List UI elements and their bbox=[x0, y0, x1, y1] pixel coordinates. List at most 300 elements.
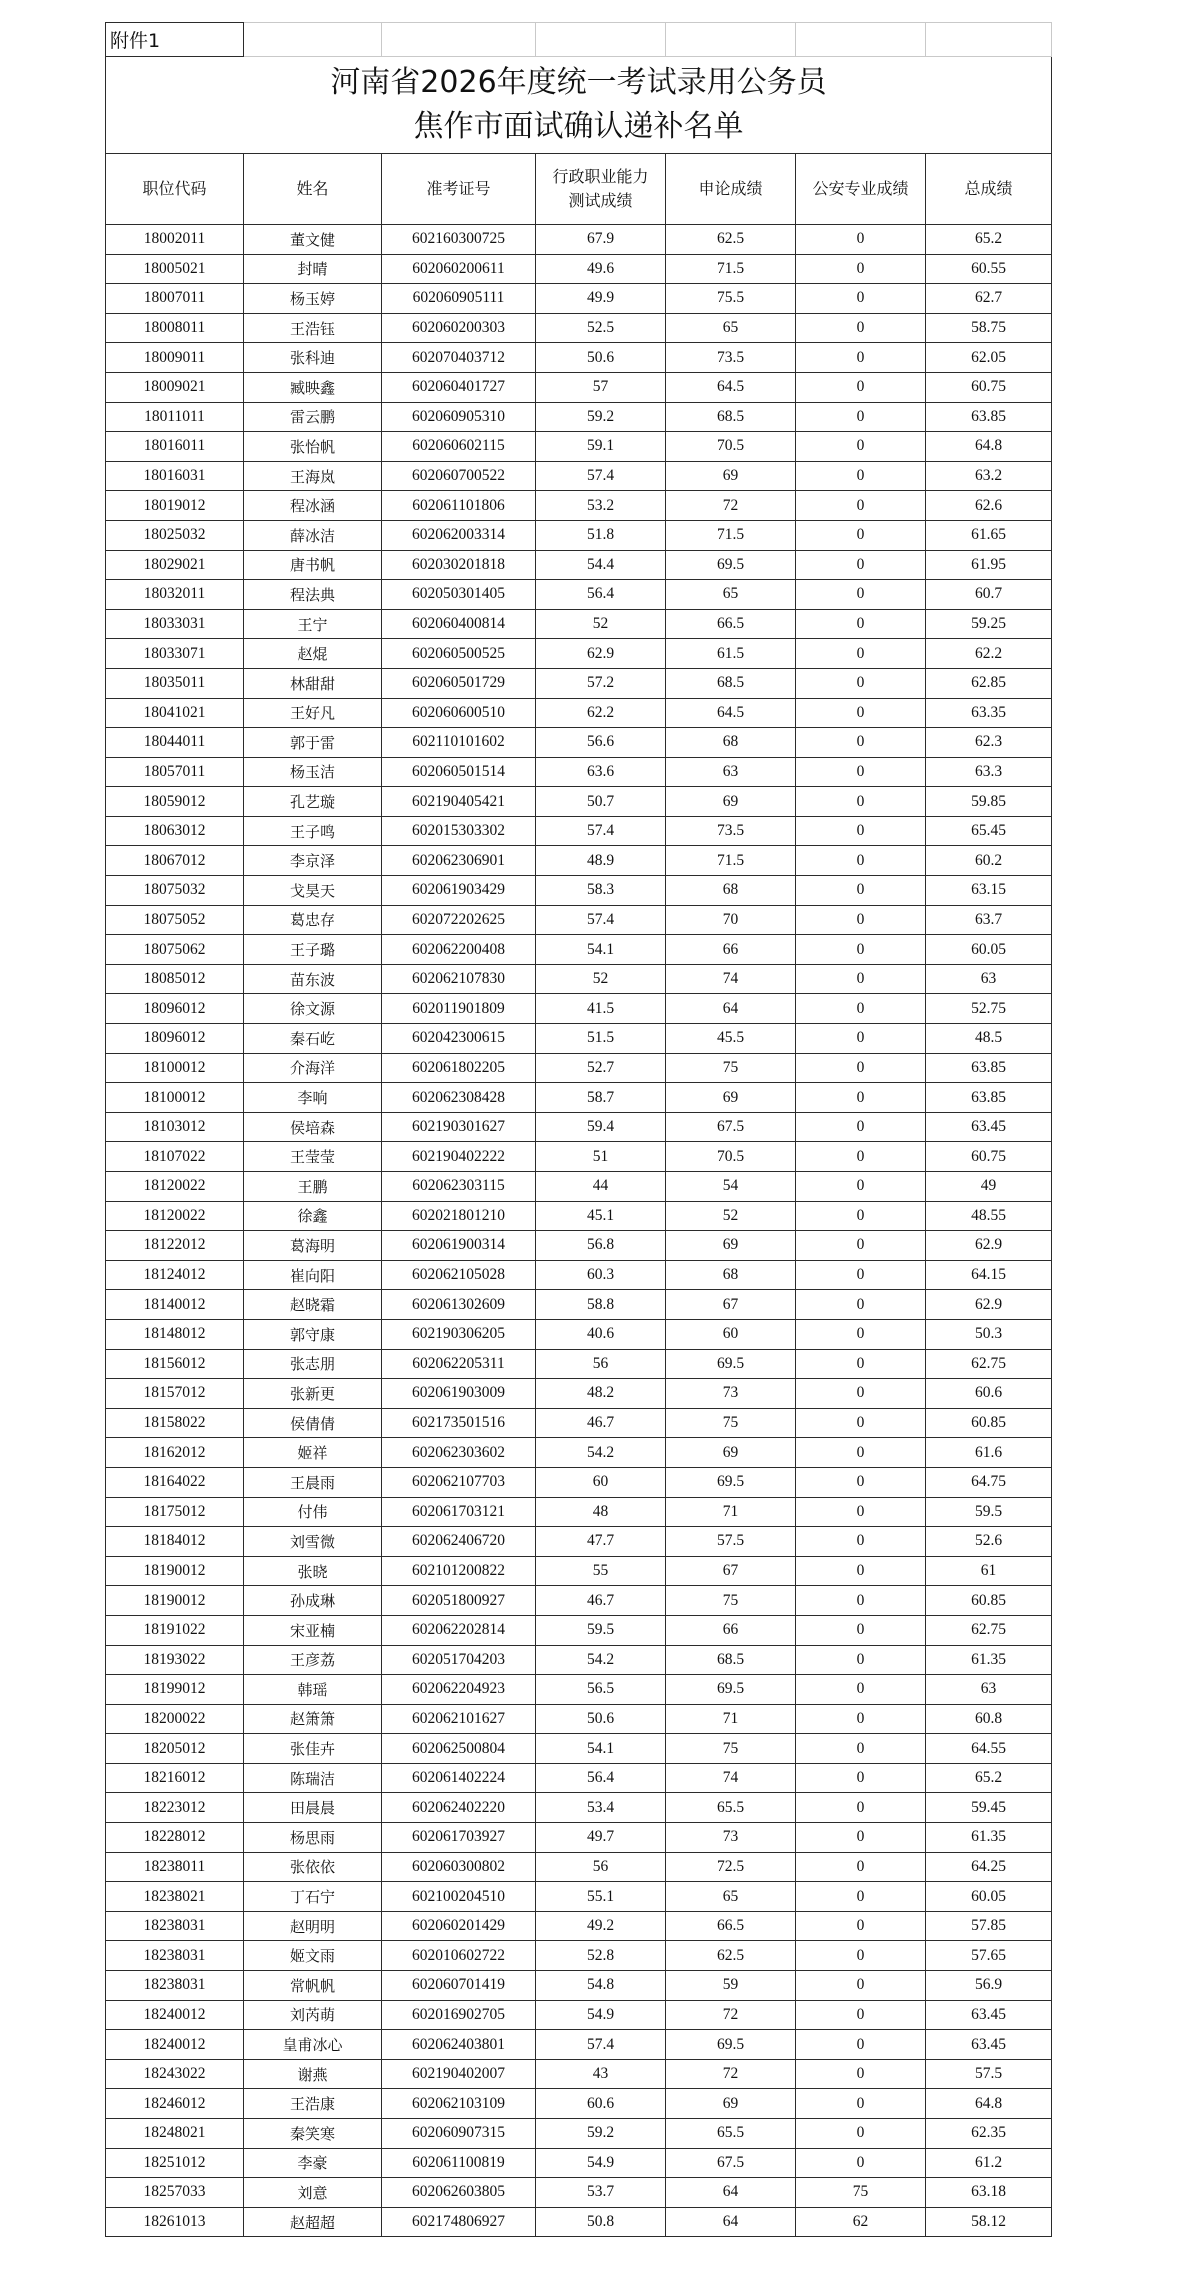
cell-position-code: 18085012 bbox=[106, 964, 244, 994]
table-row bbox=[106, 550, 1052, 580]
cell-position-code: 18157012 bbox=[106, 1379, 244, 1409]
cell-name: 王彦荔 bbox=[244, 1645, 382, 1675]
cell-aptitude-score: 57.2 bbox=[536, 668, 666, 698]
cell-name: 赵明明 bbox=[244, 1911, 382, 1941]
cell-police-score: 0 bbox=[796, 935, 926, 965]
cell-aptitude-score: 54.4 bbox=[536, 550, 666, 580]
empty-cell bbox=[382, 23, 536, 57]
cell-total-score: 63.35 bbox=[926, 698, 1052, 728]
cell-essay-score: 65 bbox=[666, 1882, 796, 1912]
cell-ticket-number: 602061100819 bbox=[382, 2148, 536, 2178]
cell-total-score: 65.2 bbox=[926, 1763, 1052, 1793]
cell-position-code: 18240012 bbox=[106, 2030, 244, 2060]
table-row bbox=[106, 1823, 1052, 1853]
table-row bbox=[106, 1882, 1052, 1912]
cell-total-score: 60.55 bbox=[926, 254, 1052, 284]
cell-position-code: 18063012 bbox=[106, 816, 244, 846]
cell-essay-score: 52 bbox=[666, 1201, 796, 1231]
cell-police-score: 0 bbox=[796, 1971, 926, 2001]
cell-total-score: 59.45 bbox=[926, 1793, 1052, 1823]
table-row bbox=[106, 1349, 1052, 1379]
cell-police-score: 0 bbox=[796, 787, 926, 817]
cell-aptitude-score: 54.1 bbox=[536, 935, 666, 965]
table-row bbox=[106, 2207, 1052, 2237]
cell-essay-score: 64.5 bbox=[666, 698, 796, 728]
header-essay-score: 申论成绩 bbox=[666, 154, 796, 225]
cell-aptitude-score: 43 bbox=[536, 2059, 666, 2089]
cell-name: 封晴 bbox=[244, 254, 382, 284]
cell-total-score: 62.05 bbox=[926, 343, 1052, 373]
cell-aptitude-score: 60.6 bbox=[536, 2089, 666, 2119]
cell-police-score: 0 bbox=[796, 1290, 926, 1320]
cell-police-score: 0 bbox=[796, 2089, 926, 2119]
cell-aptitude-score: 52.8 bbox=[536, 1941, 666, 1971]
cell-aptitude-score: 67.9 bbox=[536, 225, 666, 255]
cell-aptitude-score: 57 bbox=[536, 372, 666, 402]
cell-total-score: 57.65 bbox=[926, 1941, 1052, 1971]
cell-essay-score: 45.5 bbox=[666, 1024, 796, 1054]
table-row bbox=[106, 2089, 1052, 2119]
cell-name: 葛忠存 bbox=[244, 905, 382, 935]
cell-essay-score: 71.5 bbox=[666, 254, 796, 284]
cell-essay-score: 74 bbox=[666, 1763, 796, 1793]
cell-name: 王鹏 bbox=[244, 1172, 382, 1202]
cell-essay-score: 72 bbox=[666, 491, 796, 521]
cell-police-score: 0 bbox=[796, 1941, 926, 1971]
empty-cell bbox=[244, 23, 382, 57]
table-row bbox=[106, 935, 1052, 965]
table-row bbox=[106, 1734, 1052, 1764]
cell-name: 陈瑞洁 bbox=[244, 1763, 382, 1793]
cell-police-score: 0 bbox=[796, 2148, 926, 2178]
cell-essay-score: 54 bbox=[666, 1172, 796, 1202]
cell-essay-score: 63 bbox=[666, 757, 796, 787]
cell-ticket-number: 602101200822 bbox=[382, 1556, 536, 1586]
cell-aptitude-score: 53.7 bbox=[536, 2178, 666, 2208]
table-row bbox=[106, 1763, 1052, 1793]
cell-name: 孙成琳 bbox=[244, 1586, 382, 1616]
cell-ticket-number: 602060200611 bbox=[382, 254, 536, 284]
cell-position-code: 18044011 bbox=[106, 728, 244, 758]
cell-police-score: 0 bbox=[796, 313, 926, 343]
cell-ticket-number: 602060600510 bbox=[382, 698, 536, 728]
cell-name: 韩瑶 bbox=[244, 1675, 382, 1705]
cell-police-score: 0 bbox=[796, 639, 926, 669]
cell-name: 徐文源 bbox=[244, 994, 382, 1024]
cell-essay-score: 66 bbox=[666, 1615, 796, 1645]
cell-aptitude-score: 56.4 bbox=[536, 580, 666, 610]
cell-name: 郭于雷 bbox=[244, 728, 382, 758]
cell-ticket-number: 602100204510 bbox=[382, 1882, 536, 1912]
cell-total-score: 60.8 bbox=[926, 1704, 1052, 1734]
cell-total-score: 52.75 bbox=[926, 994, 1052, 1024]
cell-position-code: 18164022 bbox=[106, 1467, 244, 1497]
cell-name: 常帆帆 bbox=[244, 1971, 382, 2001]
cell-essay-score: 68 bbox=[666, 728, 796, 758]
cell-total-score: 62.6 bbox=[926, 491, 1052, 521]
cell-name: 杨玉洁 bbox=[244, 757, 382, 787]
cell-ticket-number: 602062406720 bbox=[382, 1527, 536, 1557]
cell-name: 赵超超 bbox=[244, 2207, 382, 2237]
cell-essay-score: 57.5 bbox=[666, 1527, 796, 1557]
cell-total-score: 64.75 bbox=[926, 1467, 1052, 1497]
cell-police-score: 0 bbox=[796, 1763, 926, 1793]
cell-aptitude-score: 57.4 bbox=[536, 816, 666, 846]
cell-essay-score: 69.5 bbox=[666, 2030, 796, 2060]
cell-essay-score: 71.5 bbox=[666, 520, 796, 550]
table-row bbox=[106, 520, 1052, 550]
table-row bbox=[106, 1290, 1052, 1320]
cell-aptitude-score: 52 bbox=[536, 964, 666, 994]
cell-aptitude-score: 49.2 bbox=[536, 1911, 666, 1941]
cell-police-score: 0 bbox=[796, 1024, 926, 1054]
cell-essay-score: 69.5 bbox=[666, 1675, 796, 1705]
cell-police-score: 0 bbox=[796, 1556, 926, 1586]
cell-total-score: 64.25 bbox=[926, 1852, 1052, 1882]
cell-police-score: 0 bbox=[796, 2119, 926, 2149]
header-ticket-number: 准考证号 bbox=[382, 154, 536, 225]
cell-essay-score: 71 bbox=[666, 1497, 796, 1527]
cell-position-code: 18193022 bbox=[106, 1645, 244, 1675]
cell-police-score: 0 bbox=[796, 402, 926, 432]
cell-position-code: 18238021 bbox=[106, 1882, 244, 1912]
cell-police-score: 0 bbox=[796, 2030, 926, 2060]
cell-essay-score: 65 bbox=[666, 580, 796, 610]
table-row bbox=[106, 1379, 1052, 1409]
cell-position-code: 18009021 bbox=[106, 372, 244, 402]
table-row bbox=[106, 225, 1052, 255]
cell-aptitude-score: 49.6 bbox=[536, 254, 666, 284]
cell-aptitude-score: 59.4 bbox=[536, 1112, 666, 1142]
cell-police-score: 0 bbox=[796, 816, 926, 846]
cell-position-code: 18246012 bbox=[106, 2089, 244, 2119]
cell-police-score: 0 bbox=[796, 2000, 926, 2030]
cell-ticket-number: 602060602115 bbox=[382, 432, 536, 462]
cell-name: 王宁 bbox=[244, 609, 382, 639]
cell-name: 丁石宁 bbox=[244, 1882, 382, 1912]
cell-position-code: 18238011 bbox=[106, 1852, 244, 1882]
cell-total-score: 63 bbox=[926, 1675, 1052, 1705]
cell-name: 程法典 bbox=[244, 580, 382, 610]
cell-name: 姬祥 bbox=[244, 1438, 382, 1468]
table-row bbox=[106, 372, 1052, 402]
table-row bbox=[106, 1971, 1052, 2001]
cell-essay-score: 71 bbox=[666, 1704, 796, 1734]
table-row bbox=[106, 2119, 1052, 2149]
cell-ticket-number: 602062003314 bbox=[382, 520, 536, 550]
cell-total-score: 58.75 bbox=[926, 313, 1052, 343]
cell-ticket-number: 602062603805 bbox=[382, 2178, 536, 2208]
cell-police-score: 0 bbox=[796, 1852, 926, 1882]
cell-name: 秦笑寒 bbox=[244, 2119, 382, 2149]
cell-ticket-number: 602061903009 bbox=[382, 1379, 536, 1409]
cell-name: 雷云鹏 bbox=[244, 402, 382, 432]
cell-police-score: 75 bbox=[796, 2178, 926, 2208]
cell-aptitude-score: 46.7 bbox=[536, 1586, 666, 1616]
header-row bbox=[106, 154, 1052, 225]
cell-essay-score: 62.5 bbox=[666, 225, 796, 255]
cell-aptitude-score: 40.6 bbox=[536, 1319, 666, 1349]
cell-police-score: 0 bbox=[796, 432, 926, 462]
cell-position-code: 18107022 bbox=[106, 1142, 244, 1172]
cell-ticket-number: 602190402222 bbox=[382, 1142, 536, 1172]
cell-position-code: 18228012 bbox=[106, 1823, 244, 1853]
cell-position-code: 18238031 bbox=[106, 1911, 244, 1941]
cell-aptitude-score: 54.2 bbox=[536, 1645, 666, 1675]
cell-total-score: 62.9 bbox=[926, 1231, 1052, 1261]
table-row bbox=[106, 1645, 1052, 1675]
cell-aptitude-score: 47.7 bbox=[536, 1527, 666, 1557]
cell-essay-score: 66.5 bbox=[666, 1911, 796, 1941]
cell-total-score: 49 bbox=[926, 1172, 1052, 1202]
cell-total-score: 59.85 bbox=[926, 787, 1052, 817]
cell-position-code: 18029021 bbox=[106, 550, 244, 580]
cell-ticket-number: 602051800927 bbox=[382, 1586, 536, 1616]
cell-total-score: 60.05 bbox=[926, 935, 1052, 965]
cell-ticket-number: 602062403801 bbox=[382, 2030, 536, 2060]
cell-aptitude-score: 48 bbox=[536, 1497, 666, 1527]
title-line-1: 河南省2026年度统一考试录用公务员 bbox=[330, 65, 827, 100]
cell-aptitude-score: 53.4 bbox=[536, 1793, 666, 1823]
cell-total-score: 60.2 bbox=[926, 846, 1052, 876]
cell-ticket-number: 602060300802 bbox=[382, 1852, 536, 1882]
cell-name: 张怡帆 bbox=[244, 432, 382, 462]
cell-position-code: 18016031 bbox=[106, 461, 244, 491]
cell-aptitude-score: 51.8 bbox=[536, 520, 666, 550]
cell-ticket-number: 602051704203 bbox=[382, 1645, 536, 1675]
cell-name: 王好凡 bbox=[244, 698, 382, 728]
cell-total-score: 63.85 bbox=[926, 1083, 1052, 1113]
cell-aptitude-score: 58.8 bbox=[536, 1290, 666, 1320]
cell-essay-score: 65.5 bbox=[666, 1793, 796, 1823]
cell-total-score: 62.85 bbox=[926, 668, 1052, 698]
cell-position-code: 18096012 bbox=[106, 994, 244, 1024]
cell-police-score: 0 bbox=[796, 728, 926, 758]
cell-position-code: 18243022 bbox=[106, 2059, 244, 2089]
cell-name: 林甜甜 bbox=[244, 668, 382, 698]
cell-position-code: 18238031 bbox=[106, 1971, 244, 2001]
title-row bbox=[106, 57, 1052, 154]
cell-aptitude-score: 52.7 bbox=[536, 1053, 666, 1083]
cell-name: 唐书帆 bbox=[244, 550, 382, 580]
cell-position-code: 18067012 bbox=[106, 846, 244, 876]
table-row bbox=[106, 609, 1052, 639]
cell-position-code: 18007011 bbox=[106, 284, 244, 314]
cell-police-score: 0 bbox=[796, 1408, 926, 1438]
cell-position-code: 18200022 bbox=[106, 1704, 244, 1734]
cell-name: 杨思雨 bbox=[244, 1823, 382, 1853]
table-row bbox=[106, 254, 1052, 284]
cell-police-score: 0 bbox=[796, 1260, 926, 1290]
cell-name: 董文健 bbox=[244, 225, 382, 255]
cell-essay-score: 66.5 bbox=[666, 609, 796, 639]
table-row bbox=[106, 1142, 1052, 1172]
cell-aptitude-score: 48.2 bbox=[536, 1379, 666, 1409]
cell-essay-score: 59 bbox=[666, 1971, 796, 2001]
cell-police-score: 0 bbox=[796, 1882, 926, 1912]
cell-name: 孔艺璇 bbox=[244, 787, 382, 817]
cell-ticket-number: 602110101602 bbox=[382, 728, 536, 758]
cell-ticket-number: 602061101806 bbox=[382, 491, 536, 521]
cell-aptitude-score: 50.6 bbox=[536, 1704, 666, 1734]
cell-total-score: 63.85 bbox=[926, 1053, 1052, 1083]
cell-aptitude-score: 41.5 bbox=[536, 994, 666, 1024]
cell-aptitude-score: 49.9 bbox=[536, 284, 666, 314]
cell-police-score: 0 bbox=[796, 580, 926, 610]
table-row bbox=[106, 1083, 1052, 1113]
cell-essay-score: 68.5 bbox=[666, 668, 796, 698]
cell-name: 李豪 bbox=[244, 2148, 382, 2178]
cell-essay-score: 73 bbox=[666, 1379, 796, 1409]
cell-position-code: 18025032 bbox=[106, 520, 244, 550]
cell-name: 刘意 bbox=[244, 2178, 382, 2208]
cell-ticket-number: 602015303302 bbox=[382, 816, 536, 846]
table-row bbox=[106, 2000, 1052, 2030]
cell-name: 臧映鑫 bbox=[244, 372, 382, 402]
cell-ticket-number: 602190405421 bbox=[382, 787, 536, 817]
cell-position-code: 18008011 bbox=[106, 313, 244, 343]
table-row bbox=[106, 1467, 1052, 1497]
cell-total-score: 57.5 bbox=[926, 2059, 1052, 2089]
cell-aptitude-score: 48.9 bbox=[536, 846, 666, 876]
cell-position-code: 18158022 bbox=[106, 1408, 244, 1438]
cell-essay-score: 66 bbox=[666, 935, 796, 965]
table-row bbox=[106, 402, 1052, 432]
cell-position-code: 18248021 bbox=[106, 2119, 244, 2149]
cell-position-code: 18002011 bbox=[106, 225, 244, 255]
table-row bbox=[106, 1260, 1052, 1290]
cell-total-score: 63.45 bbox=[926, 1112, 1052, 1142]
cell-name: 张科迪 bbox=[244, 343, 382, 373]
table-row bbox=[106, 757, 1052, 787]
cell-ticket-number: 602062303115 bbox=[382, 1172, 536, 1202]
cell-ticket-number: 602062205311 bbox=[382, 1349, 536, 1379]
cell-aptitude-score: 59.2 bbox=[536, 402, 666, 432]
cell-total-score: 63.7 bbox=[926, 905, 1052, 935]
cell-name: 张佳卉 bbox=[244, 1734, 382, 1764]
cell-police-score: 0 bbox=[796, 1497, 926, 1527]
title-line-2: 焦作市面试确认递补名单 bbox=[413, 109, 744, 144]
table-row bbox=[106, 284, 1052, 314]
cell-name: 王浩钰 bbox=[244, 313, 382, 343]
table-row bbox=[106, 1408, 1052, 1438]
attachment-label: 附件1 bbox=[106, 23, 244, 57]
cell-name: 李响 bbox=[244, 1083, 382, 1113]
cell-ticket-number: 602060907315 bbox=[382, 2119, 536, 2149]
cell-aptitude-score: 59.2 bbox=[536, 2119, 666, 2149]
table-row bbox=[106, 1319, 1052, 1349]
cell-total-score: 64.15 bbox=[926, 1260, 1052, 1290]
cell-total-score: 50.3 bbox=[926, 1319, 1052, 1349]
cell-essay-score: 75.5 bbox=[666, 284, 796, 314]
cell-ticket-number: 602060501514 bbox=[382, 757, 536, 787]
cell-police-score: 0 bbox=[796, 1379, 926, 1409]
cell-ticket-number: 602060400814 bbox=[382, 609, 536, 639]
cell-position-code: 18033071 bbox=[106, 639, 244, 669]
cell-ticket-number: 602060200303 bbox=[382, 313, 536, 343]
document-title bbox=[106, 57, 1052, 154]
cell-name: 刘雪微 bbox=[244, 1527, 382, 1557]
table-row bbox=[106, 698, 1052, 728]
cell-total-score: 60.85 bbox=[926, 1586, 1052, 1616]
cell-ticket-number: 602061703121 bbox=[382, 1497, 536, 1527]
cell-total-score: 61.95 bbox=[926, 550, 1052, 580]
cell-total-score: 62.7 bbox=[926, 284, 1052, 314]
cell-position-code: 18261013 bbox=[106, 2207, 244, 2237]
cell-ticket-number: 602061402224 bbox=[382, 1763, 536, 1793]
cell-police-score: 0 bbox=[796, 1675, 926, 1705]
cell-essay-score: 68 bbox=[666, 876, 796, 906]
cell-position-code: 18011011 bbox=[106, 402, 244, 432]
cell-police-score: 0 bbox=[796, 550, 926, 580]
cell-ticket-number: 602070403712 bbox=[382, 343, 536, 373]
cell-aptitude-score: 59.1 bbox=[536, 432, 666, 462]
cell-total-score: 48.5 bbox=[926, 1024, 1052, 1054]
cell-ticket-number: 602190402007 bbox=[382, 2059, 536, 2089]
cell-position-code: 18184012 bbox=[106, 1527, 244, 1557]
table-row bbox=[106, 1053, 1052, 1083]
cell-position-code: 18033031 bbox=[106, 609, 244, 639]
cell-police-score: 0 bbox=[796, 1911, 926, 1941]
cell-name: 秦石屹 bbox=[244, 1024, 382, 1054]
table-row bbox=[106, 1793, 1052, 1823]
cell-ticket-number: 602050301405 bbox=[382, 580, 536, 610]
table-row bbox=[106, 1675, 1052, 1705]
cell-essay-score: 69.5 bbox=[666, 550, 796, 580]
cell-position-code: 18148012 bbox=[106, 1319, 244, 1349]
cell-position-code: 18019012 bbox=[106, 491, 244, 521]
cell-aptitude-score: 55.1 bbox=[536, 1882, 666, 1912]
cell-aptitude-score: 55 bbox=[536, 1556, 666, 1586]
cell-essay-score: 64 bbox=[666, 2178, 796, 2208]
cell-position-code: 18075052 bbox=[106, 905, 244, 935]
header-name: 姓名 bbox=[244, 154, 382, 225]
cell-aptitude-score: 54.2 bbox=[536, 1438, 666, 1468]
cell-total-score: 48.55 bbox=[926, 1201, 1052, 1231]
cell-aptitude-score: 56.8 bbox=[536, 1231, 666, 1261]
cell-essay-score: 69 bbox=[666, 461, 796, 491]
table-row bbox=[106, 432, 1052, 462]
cell-name: 李京泽 bbox=[244, 846, 382, 876]
cell-aptitude-score: 44 bbox=[536, 1172, 666, 1202]
cell-police-score: 0 bbox=[796, 343, 926, 373]
cell-total-score: 60.05 bbox=[926, 1882, 1052, 1912]
cell-police-score: 0 bbox=[796, 846, 926, 876]
cell-ticket-number: 602061900314 bbox=[382, 1231, 536, 1261]
cell-ticket-number: 602061703927 bbox=[382, 1823, 536, 1853]
empty-cell bbox=[926, 23, 1052, 57]
cell-total-score: 57.85 bbox=[926, 1911, 1052, 1941]
header-total-score: 总成绩 bbox=[926, 154, 1052, 225]
cell-police-score: 0 bbox=[796, 1704, 926, 1734]
cell-total-score: 63.3 bbox=[926, 757, 1052, 787]
cell-police-score: 0 bbox=[796, 1319, 926, 1349]
table-row bbox=[106, 1615, 1052, 1645]
cell-aptitude-score: 60 bbox=[536, 1467, 666, 1497]
cell-ticket-number: 602062101627 bbox=[382, 1704, 536, 1734]
cell-ticket-number: 602030201818 bbox=[382, 550, 536, 580]
cell-aptitude-score: 51.5 bbox=[536, 1024, 666, 1054]
cell-police-score: 0 bbox=[796, 668, 926, 698]
cell-aptitude-score: 62.9 bbox=[536, 639, 666, 669]
cell-essay-score: 69 bbox=[666, 1438, 796, 1468]
cell-ticket-number: 602061302609 bbox=[382, 1290, 536, 1320]
cell-name: 张依依 bbox=[244, 1852, 382, 1882]
cell-name: 苗东波 bbox=[244, 964, 382, 994]
table-row bbox=[106, 728, 1052, 758]
cell-police-score: 0 bbox=[796, 1615, 926, 1645]
cell-ticket-number: 602011901809 bbox=[382, 994, 536, 1024]
